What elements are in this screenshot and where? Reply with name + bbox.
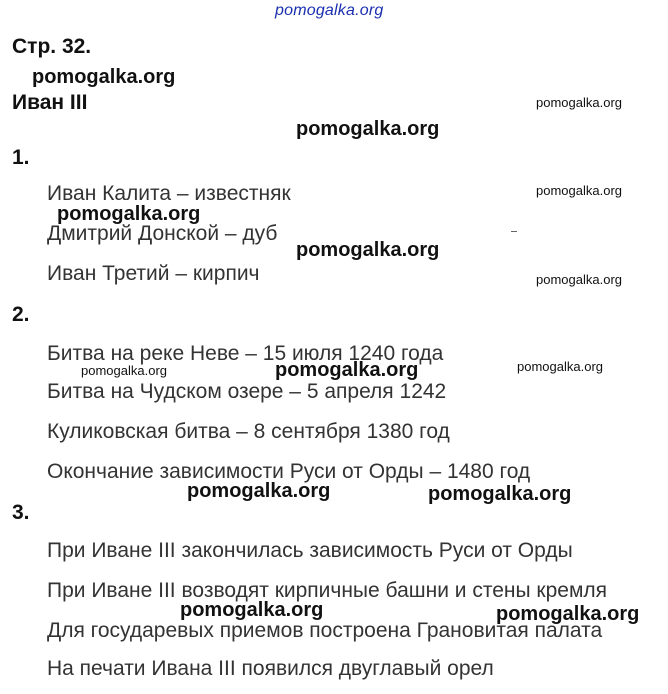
watermark: pomogalka.org: [536, 95, 622, 110]
list-item: На печати Ивана III появился двуглавый орел: [47, 657, 494, 680]
watermark: pomogalka.org: [536, 272, 622, 287]
page-title: Иван III: [12, 91, 88, 114]
section-number-1: 1.: [12, 146, 30, 169]
list-item: Иван Калита – известняк: [47, 182, 291, 205]
watermark: pomogalka.org: [275, 359, 419, 381]
watermark: pomogalka.org: [496, 603, 640, 625]
section-number-2: 2.: [12, 303, 30, 326]
list-item: Для государевых приемов построена Грановитая палата: [47, 619, 603, 642]
decorative-dash: [511, 231, 517, 232]
watermark: pomogalka.org: [517, 359, 603, 374]
list-item: При Иване III закончилась зависимость Руси от Орды: [47, 539, 573, 562]
top-watermark: pomogalka.org: [275, 2, 384, 19]
list-item: Битва на реке Неве – 15 июля 1240 года: [47, 342, 444, 365]
list-item: Битва на Чудском озере – 5 апреля 1242: [47, 380, 447, 403]
list-item: При Иване III возводят кирпичные башни и стены кремля: [47, 579, 608, 602]
watermark: pomogalka.org: [296, 118, 440, 140]
page-label: Стр. 32.: [12, 35, 92, 58]
watermark: pomogalka.org: [180, 599, 324, 621]
watermark: pomogalka.org: [536, 183, 622, 198]
watermark: pomogalka.org: [57, 203, 201, 225]
watermark: pomogalka.org: [296, 239, 440, 261]
watermark: pomogalka.org: [81, 363, 167, 378]
list-item: Дмитрий Донской – дуб: [47, 222, 278, 245]
watermark: pomogalka.org: [187, 480, 331, 502]
section-number-3: 3.: [12, 501, 30, 524]
list-item: Иван Третий – кирпич: [47, 262, 260, 285]
watermark: pomogalka.org: [32, 66, 176, 88]
list-item: Окончание зависимости Руси от Орды – 1480 год: [47, 460, 531, 483]
list-item: Куликовская битва – 8 сентября 1380 год: [47, 420, 450, 443]
watermark: pomogalka.org: [428, 483, 572, 505]
